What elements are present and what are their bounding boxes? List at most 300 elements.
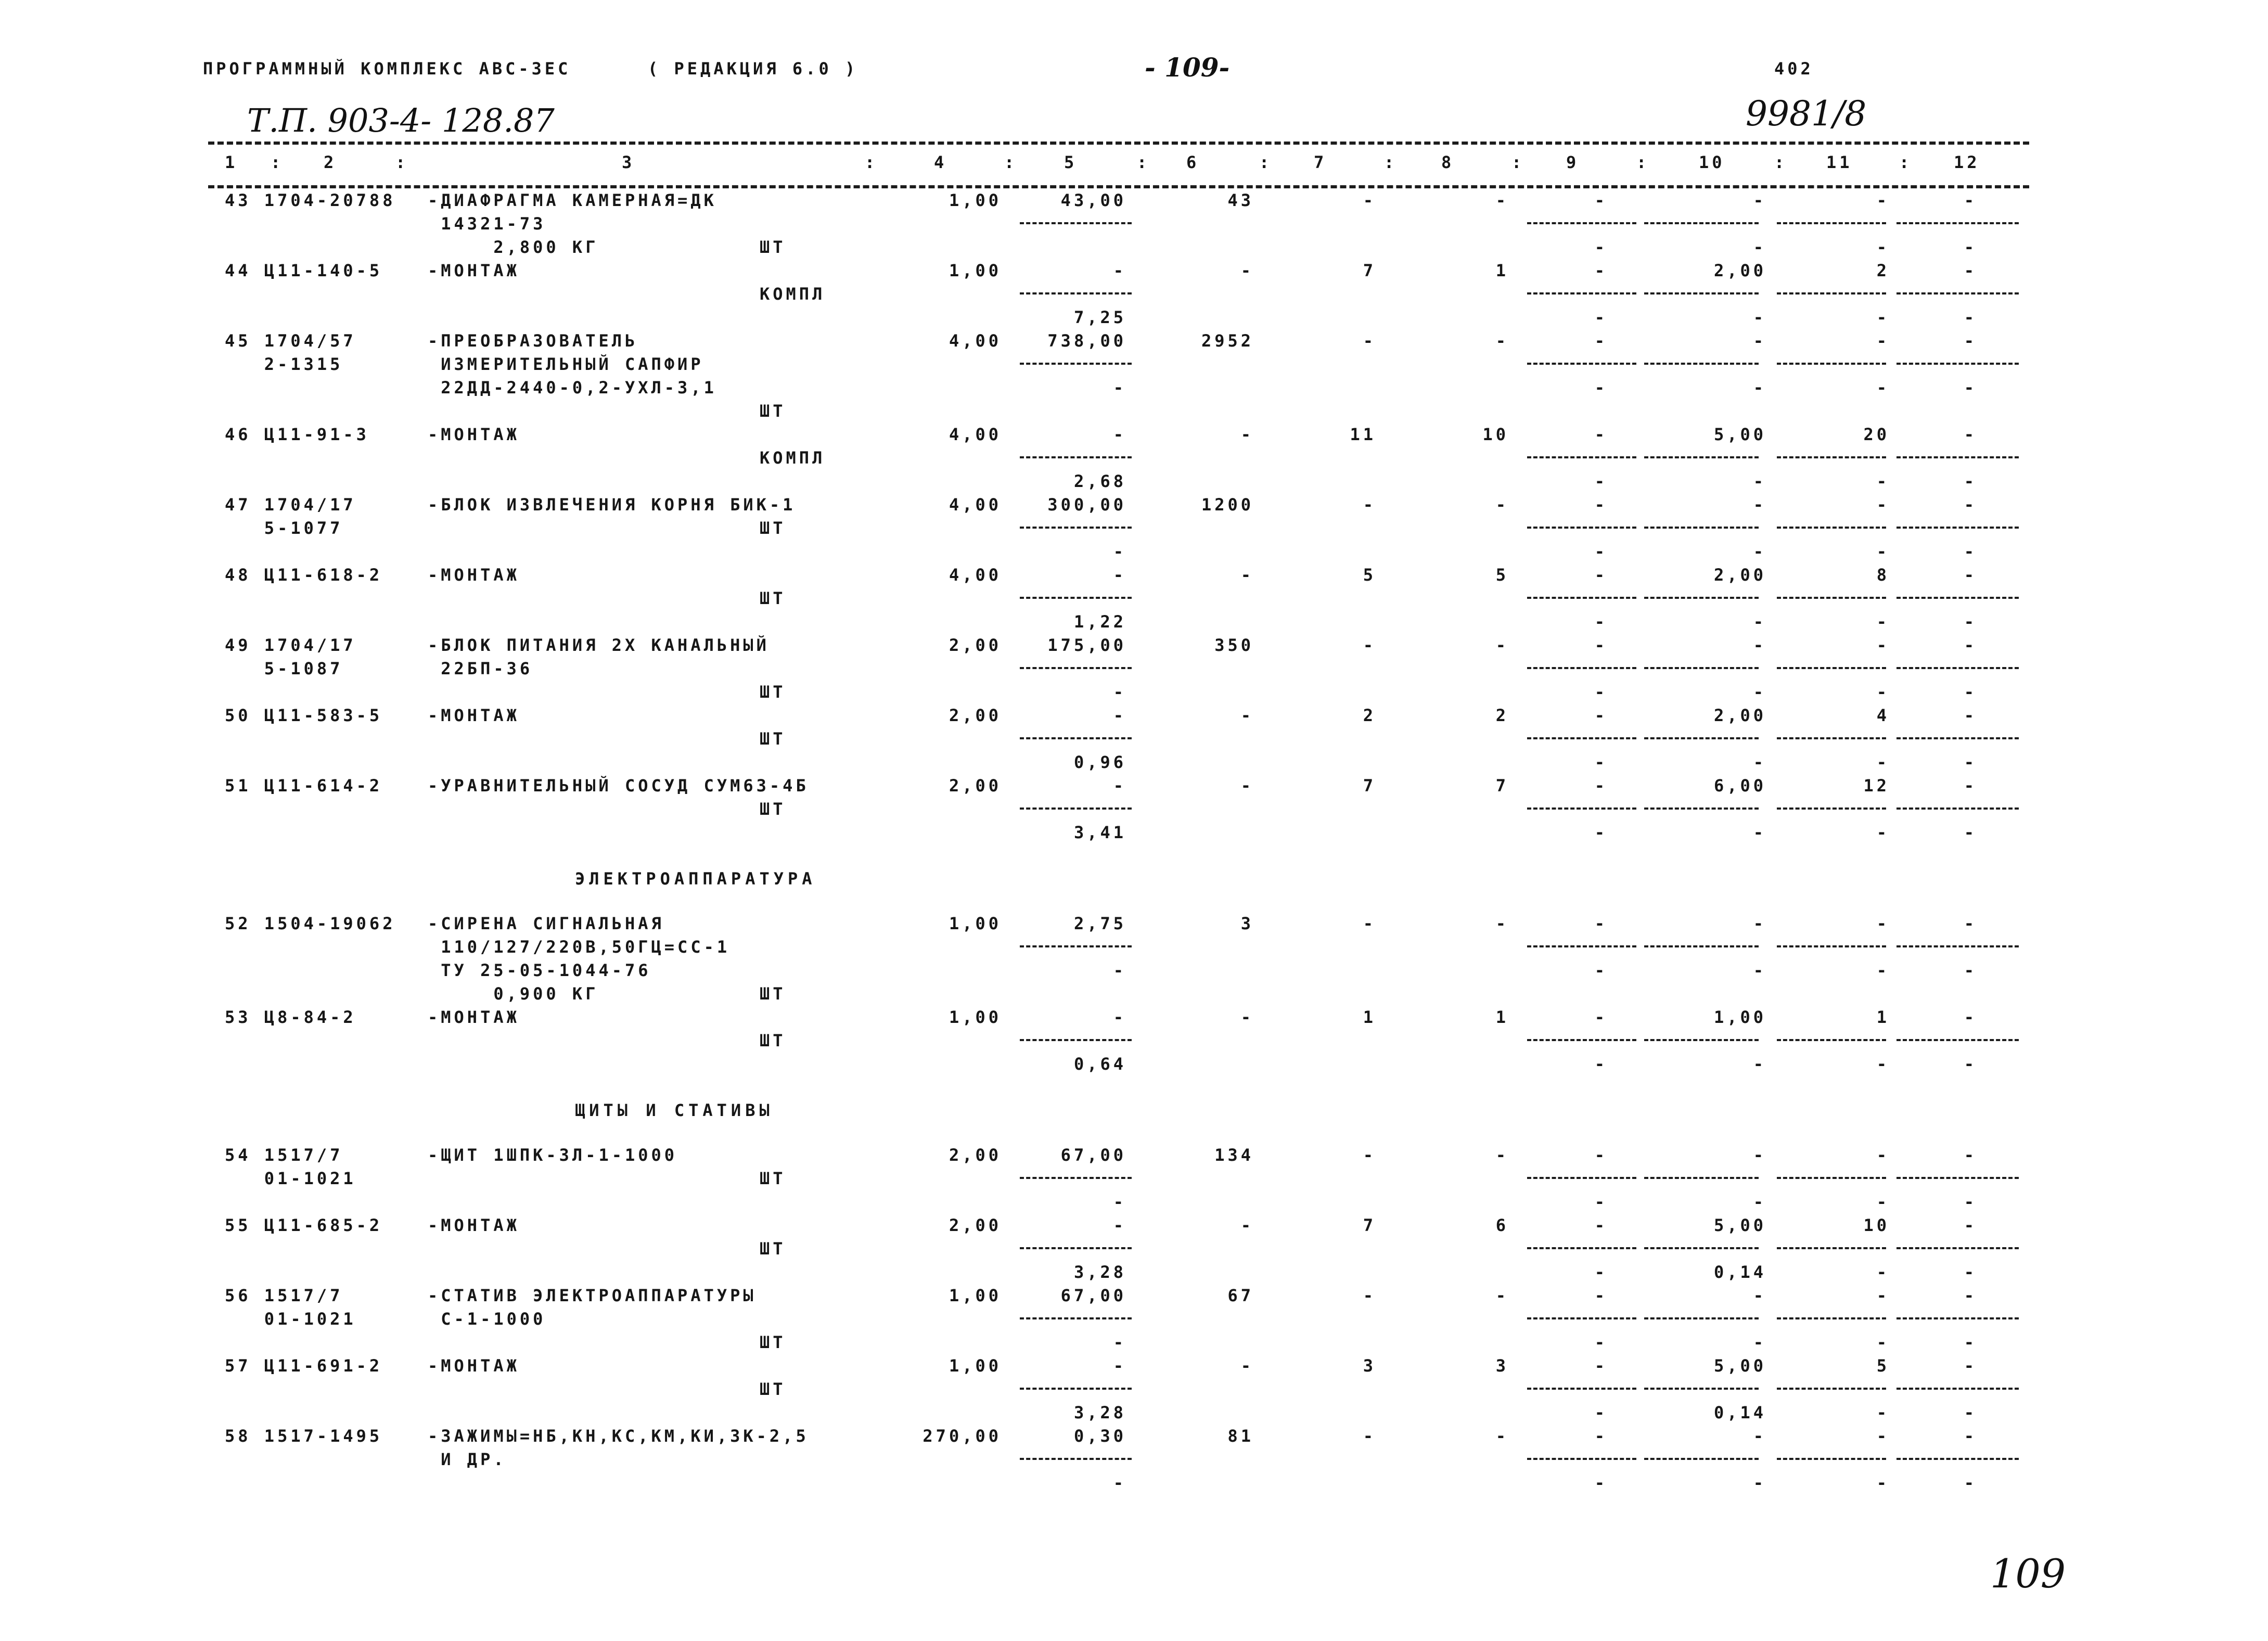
- cell-c10: 5,00: [1713, 425, 1766, 444]
- cell-c8: -: [1495, 495, 1509, 515]
- column-separator: :: [271, 152, 284, 172]
- cell-c11: 4: [1876, 706, 1890, 725]
- cell-c5: 1,22: [1073, 612, 1126, 632]
- cell-c3: 110/127/220В,50ГЦ=СС-1: [428, 937, 731, 957]
- subtotal-dash-line: [1777, 527, 1886, 529]
- cell-c11: 8: [1876, 565, 1890, 585]
- subtotal-dash-line: [1020, 807, 1132, 810]
- subtotal-dash-line: [1644, 292, 1759, 294]
- cell-c12: -: [1964, 1145, 1977, 1165]
- subtotal-dash-line: [1897, 807, 2019, 810]
- cell-c3: 2,800 КГ: [428, 237, 599, 257]
- subtotal-dash-line: [1777, 597, 1886, 599]
- cell-c5: 3,41: [1073, 823, 1126, 842]
- cell-c4: 1,00: [949, 261, 1002, 280]
- subtotal-dash-line: [1777, 1247, 1886, 1249]
- subtotal-dash-line: [1777, 1039, 1886, 1041]
- cell-c10: -: [1753, 542, 1766, 561]
- cell-unit: ШТ: [760, 518, 786, 538]
- cell-unit: ШТ: [760, 1332, 786, 1352]
- cell-unit: ШТ: [760, 799, 786, 819]
- subtotal-dash-line: [1020, 945, 1132, 947]
- column-header: 1: [225, 152, 238, 172]
- column-header: 3: [622, 152, 635, 172]
- cell-c11: -: [1876, 495, 1890, 515]
- cell-c3: -МОНТАЖ: [428, 261, 520, 280]
- subtotal-dash-line: [1644, 1247, 1759, 1249]
- cell-c1: 57 Ц11-691-2: [225, 1356, 383, 1376]
- cell-unit: ШТ: [760, 401, 786, 421]
- cell-unit: ШТ: [760, 1379, 786, 1399]
- cell-c10: -: [1753, 1054, 1766, 1074]
- subtotal-dash-line: [1644, 945, 1759, 947]
- cell-c10: 5,00: [1713, 1215, 1766, 1235]
- subtotal-dash-line: [1644, 1177, 1759, 1179]
- cell-c5: 3,28: [1073, 1262, 1126, 1282]
- subtotal-dash-line: [1020, 456, 1132, 458]
- cell-c4: 2,00: [949, 776, 1002, 796]
- cell-c4: 2,00: [949, 635, 1002, 655]
- cell-c6: -: [1240, 425, 1254, 444]
- cell-c12: -: [1964, 1426, 1977, 1446]
- cell-c9: -: [1594, 237, 1608, 257]
- cell-c10: -: [1753, 1145, 1766, 1165]
- cell-unit: ШТ: [760, 1031, 786, 1050]
- subtotal-dash-line: [1020, 222, 1132, 224]
- subtotal-dash-line: [1897, 1177, 2019, 1179]
- cell-c10: -: [1753, 752, 1766, 772]
- cell-c8: -: [1495, 1145, 1509, 1165]
- cell-c3: -ПРЕОБРАЗОВАТЕЛЬ: [428, 331, 638, 351]
- subtotal-dash-line: [1777, 667, 1886, 669]
- cell-c12: -: [1964, 776, 1977, 796]
- cell-c3: 0,900 КГ: [428, 984, 599, 1004]
- cell-unit: ШТ: [760, 237, 786, 257]
- cell-c9: -: [1594, 261, 1608, 280]
- cell-c5: -: [1113, 1192, 1126, 1212]
- subtotal-dash-line: [1777, 1388, 1886, 1390]
- cell-c6: 43: [1227, 190, 1254, 210]
- subtotal-dash-line: [1527, 292, 1636, 294]
- cell-c5: 3,28: [1073, 1403, 1126, 1422]
- cell-c3: 22БП-36: [428, 659, 533, 678]
- cell-c11: 12: [1863, 776, 1890, 796]
- column-header-row: [0, 152, 2268, 173]
- cell-c10: -: [1753, 1286, 1766, 1305]
- cell-c8: -: [1495, 1426, 1509, 1446]
- cell-c12: -: [1964, 960, 1977, 980]
- cell-c9: -: [1594, 1145, 1608, 1165]
- subtotal-dash-line: [1527, 1177, 1636, 1179]
- cell-c9: -: [1594, 307, 1608, 327]
- column-separator: :: [1384, 152, 1398, 172]
- subtotal-dash-line: [1777, 737, 1886, 739]
- cell-c3: -БЛОК ИЗВЛЕЧЕНИЯ КОРНЯ БИК-1: [428, 495, 796, 515]
- cell-c6: 3: [1240, 914, 1254, 933]
- cell-c11: -: [1876, 542, 1890, 561]
- cell-c7: 3: [1363, 1356, 1376, 1376]
- cell-c12: -: [1964, 1007, 1977, 1027]
- cell-c8: -: [1495, 1286, 1509, 1305]
- subtotal-dash-line: [1527, 597, 1636, 599]
- cell-c8: 2: [1495, 706, 1509, 725]
- cell-c10: -: [1753, 1192, 1766, 1212]
- cell-c10: 0,14: [1713, 1262, 1766, 1282]
- cell-c11: -: [1876, 1262, 1890, 1282]
- cell-c9: -: [1594, 425, 1608, 444]
- cell-c11: -: [1876, 1145, 1890, 1165]
- cell-c12: -: [1964, 542, 1977, 561]
- cell-c10: 5,00: [1713, 1356, 1766, 1376]
- cell-c7: -: [1363, 331, 1376, 351]
- cell-c5: 67,00: [1060, 1286, 1126, 1305]
- subtotal-dash-line: [1020, 527, 1132, 529]
- column-separator: :: [1511, 152, 1525, 172]
- cell-c8: 7: [1495, 776, 1509, 796]
- cell-c11: -: [1876, 682, 1890, 702]
- subtotal-dash-line: [1777, 807, 1886, 810]
- header-bottom-rule: [208, 185, 2029, 188]
- cell-c9: -: [1594, 565, 1608, 585]
- subtotal-dash-line: [1644, 1317, 1759, 1319]
- cell-c1: 54 1517/7: [225, 1145, 343, 1165]
- subtotal-dash-line: [1527, 945, 1636, 947]
- subtotal-dash-line: [1527, 363, 1636, 365]
- cell-c5: -: [1113, 960, 1126, 980]
- cell-c1: 01-1021: [225, 1169, 356, 1188]
- cell-c1: 45 1704/57: [225, 331, 356, 351]
- cell-c10: -: [1753, 331, 1766, 351]
- subtotal-dash-line: [1777, 1177, 1886, 1179]
- cell-c3: -МОНТАЖ: [428, 425, 520, 444]
- cell-c9: -: [1594, 495, 1608, 515]
- cell-c9: -: [1594, 706, 1608, 725]
- cell-c6: 81: [1227, 1426, 1254, 1446]
- cell-c3: -СТАТИВ ЭЛЕКТРОАППАРАТУРЫ: [428, 1286, 757, 1305]
- cell-c11: -: [1876, 1473, 1890, 1493]
- cell-c1: 52 1504-19062: [225, 914, 396, 933]
- cell-c10: 2,00: [1713, 261, 1766, 280]
- cell-c9: -: [1594, 331, 1608, 351]
- cell-c11: 2: [1876, 261, 1890, 280]
- cell-c3: ИЗМЕРИТЕЛЬНЫЙ САПФИР: [428, 354, 704, 374]
- cell-c10: 6,00: [1713, 776, 1766, 796]
- cell-c12: -: [1964, 1215, 1977, 1235]
- cell-c1: 55 Ц11-685-2: [225, 1215, 383, 1235]
- cell-unit: КОМПЛ: [760, 284, 826, 304]
- subtotal-dash-line: [1020, 1458, 1132, 1460]
- cell-c1: 47 1704/17: [225, 495, 356, 515]
- cell-c9: -: [1594, 1403, 1608, 1422]
- cell-c5: 67,00: [1060, 1145, 1126, 1165]
- subtotal-dash-line: [1020, 363, 1132, 365]
- cell-c3: -ЩИТ 1ШПК-3Л-1-1000: [428, 1145, 678, 1165]
- subtotal-dash-line: [1527, 667, 1636, 669]
- program-title: ПРОГРАММНЫЙ КОМПЛЕКС АВС-3ЕС: [203, 59, 571, 79]
- cell-c7: -: [1363, 1145, 1376, 1165]
- cell-c6: -: [1240, 261, 1254, 280]
- subtotal-dash-line: [1644, 1388, 1759, 1390]
- cell-c12: -: [1964, 307, 1977, 327]
- cell-c11: 10: [1863, 1215, 1890, 1235]
- cell-c8: -: [1495, 635, 1509, 655]
- cell-c5: -: [1113, 706, 1126, 725]
- cell-c4: 1,00: [949, 914, 1002, 933]
- column-header: 4: [934, 152, 947, 172]
- cell-c11: -: [1876, 914, 1890, 933]
- cell-c10: 1,00: [1713, 1007, 1766, 1027]
- cell-c10: -: [1753, 635, 1766, 655]
- cell-c9: -: [1594, 635, 1608, 655]
- cell-c5: -: [1113, 261, 1126, 280]
- subtotal-dash-line: [1777, 945, 1886, 947]
- cell-c9: -: [1594, 960, 1608, 980]
- cell-c9: -: [1594, 752, 1608, 772]
- cell-c3: -МОНТАЖ: [428, 1007, 520, 1027]
- cell-c10: -: [1753, 378, 1766, 398]
- cell-c10: -: [1753, 682, 1766, 702]
- cell-c6: -: [1240, 706, 1254, 725]
- subtotal-dash-line: [1527, 1388, 1636, 1390]
- column-header: 6: [1186, 152, 1200, 172]
- cell-c5: 738,00: [1047, 331, 1126, 351]
- cell-c6: -: [1240, 1356, 1254, 1376]
- cell-c7: 11: [1350, 425, 1376, 444]
- cell-c12: -: [1964, 331, 1977, 351]
- subtotal-dash-line: [1527, 527, 1636, 529]
- subtotal-dash-line: [1644, 737, 1759, 739]
- cell-c5: 300,00: [1047, 495, 1126, 515]
- cell-c5: -: [1113, 776, 1126, 796]
- cell-unit: ШТ: [760, 984, 786, 1004]
- subtotal-dash-line: [1644, 1039, 1759, 1041]
- cell-c1: 48 Ц11-618-2: [225, 565, 383, 585]
- cell-c8: 10: [1482, 425, 1509, 444]
- cell-c8: -: [1495, 190, 1509, 210]
- cell-c1: 43 1704-20788: [225, 190, 396, 210]
- cell-c12: -: [1964, 706, 1977, 725]
- cell-c5: 43,00: [1060, 190, 1126, 210]
- cell-c9: -: [1594, 1332, 1608, 1352]
- subtotal-dash-line: [1527, 1039, 1636, 1041]
- cell-c5: -: [1113, 542, 1126, 561]
- cell-c9: -: [1594, 378, 1608, 398]
- subtotal-dash-line: [1527, 222, 1636, 224]
- cell-c9: -: [1594, 1007, 1608, 1027]
- cell-c3: -МОНТАЖ: [428, 706, 520, 725]
- cell-c3: -МОНТАЖ: [428, 565, 520, 585]
- cell-c8: -: [1495, 331, 1509, 351]
- cell-c12: -: [1964, 823, 1977, 842]
- column-header: 9: [1566, 152, 1580, 172]
- cell-c6: 350: [1214, 635, 1254, 655]
- cell-c11: -: [1876, 823, 1890, 842]
- cell-c5: -: [1113, 1332, 1126, 1352]
- cell-c5: -: [1113, 1473, 1126, 1493]
- cell-c4: 4,00: [949, 331, 1002, 351]
- cell-unit: ШТ: [760, 682, 786, 702]
- subtotal-dash-line: [1020, 737, 1132, 739]
- cell-c7: -: [1363, 1286, 1376, 1305]
- cell-c4: 2,00: [949, 706, 1002, 725]
- subtotal-dash-line: [1527, 737, 1636, 739]
- cell-c3: И ДР.: [428, 1450, 507, 1469]
- subtotal-dash-line: [1020, 1247, 1132, 1249]
- cell-c12: -: [1964, 1054, 1977, 1074]
- cell-c12: -: [1964, 682, 1977, 702]
- cell-c12: -: [1964, 425, 1977, 444]
- cell-c10: -: [1753, 237, 1766, 257]
- cell-c10: -: [1753, 495, 1766, 515]
- column-separator: :: [395, 152, 409, 172]
- subtotal-dash-line: [1644, 363, 1759, 365]
- edition-label: ( РЕДАКЦИЯ 6.0 ): [648, 59, 858, 79]
- cell-c11: -: [1876, 378, 1890, 398]
- cell-c3: -ЗАЖИМЫ=НБ,КН,КС,КМ,КИ,ЗК-2,5: [428, 1426, 809, 1446]
- cell-c7: -: [1363, 1426, 1376, 1446]
- subtotal-dash-line: [1527, 1458, 1636, 1460]
- cell-c12: -: [1964, 190, 1977, 210]
- subtotal-dash-line: [1527, 1317, 1636, 1319]
- cell-c9: -: [1594, 1473, 1608, 1493]
- cell-c9: -: [1594, 914, 1608, 933]
- cell-c10: -: [1753, 1426, 1766, 1446]
- cell-c5: -: [1113, 682, 1126, 702]
- column-header: 8: [1441, 152, 1455, 172]
- cell-c1: 5-1087: [225, 659, 343, 678]
- cell-c5: -: [1113, 378, 1126, 398]
- column-separator: :: [865, 152, 878, 172]
- header-top-rule: [208, 142, 2029, 145]
- cell-c6: -: [1240, 565, 1254, 585]
- cell-c12: -: [1964, 1356, 1977, 1376]
- subtotal-dash-line: [1020, 1177, 1132, 1179]
- cell-c4: 4,00: [949, 495, 1002, 515]
- cell-c10: -: [1753, 914, 1766, 933]
- cell-c8: 1: [1495, 261, 1509, 280]
- cell-c10: 0,14: [1713, 1403, 1766, 1422]
- cell-c1: 46 Ц11-91-3: [225, 425, 369, 444]
- document-number: 9981/8: [1746, 94, 1867, 134]
- cell-c11: -: [1876, 1403, 1890, 1422]
- cell-c12: -: [1964, 612, 1977, 632]
- cell-c4: 270,00: [922, 1426, 1002, 1446]
- subtotal-dash-line: [1777, 222, 1886, 224]
- cell-unit: ШТ: [760, 1239, 786, 1259]
- cell-c1: 51 Ц11-614-2: [225, 776, 383, 796]
- cell-c10: -: [1753, 1473, 1766, 1493]
- cell-c11: -: [1876, 960, 1890, 980]
- cell-c1: 53 Ц8-84-2: [225, 1007, 356, 1027]
- cell-c12: -: [1964, 471, 1977, 491]
- cell-unit: ШТ: [760, 729, 786, 749]
- cell-c1: 56 1517/7: [225, 1286, 343, 1305]
- footer-page-number: 109: [1990, 1550, 2066, 1597]
- subtotal-dash-line: [1644, 222, 1759, 224]
- cell-c3: -БЛОК ПИТАНИЯ 2Х КАНАЛЬНЫЙ: [428, 635, 770, 655]
- cell-c9: -: [1594, 823, 1608, 842]
- cell-c11: -: [1876, 237, 1890, 257]
- cell-c12: -: [1964, 752, 1977, 772]
- project-number: Т.П. 903-4- 128.87: [247, 101, 555, 139]
- cell-c10: -: [1753, 960, 1766, 980]
- cell-c12: -: [1964, 261, 1977, 280]
- cell-c5: -: [1113, 425, 1126, 444]
- cell-c12: -: [1964, 1473, 1977, 1493]
- cell-c9: -: [1594, 471, 1608, 491]
- subtotal-dash-line: [1897, 667, 2019, 669]
- subtotal-dash-line: [1897, 1388, 2019, 1390]
- cell-c9: -: [1594, 542, 1608, 561]
- cell-c9: -: [1594, 1054, 1608, 1074]
- cell-c9: -: [1594, 1356, 1608, 1376]
- cell-c1: 50 Ц11-583-5: [225, 706, 383, 725]
- cell-c12: -: [1964, 1286, 1977, 1305]
- cell-c4: 1,00: [949, 190, 1002, 210]
- subtotal-dash-line: [1897, 945, 2019, 947]
- subtotal-dash-line: [1020, 597, 1132, 599]
- cell-c9: -: [1594, 1262, 1608, 1282]
- subtotal-dash-line: [1020, 292, 1132, 294]
- cell-c10: -: [1753, 190, 1766, 210]
- cell-c10: -: [1753, 823, 1766, 842]
- cell-c7: -: [1363, 635, 1376, 655]
- column-separator: :: [1774, 152, 1788, 172]
- subtotal-dash-line: [1897, 222, 2019, 224]
- cell-c7: -: [1363, 495, 1376, 515]
- cell-c5: 2,75: [1073, 914, 1126, 933]
- column-separator: :: [1004, 152, 1018, 172]
- cell-c8: 3: [1495, 1356, 1509, 1376]
- cell-c1: 01-1021: [225, 1309, 356, 1329]
- cell-c3: -МОНТАЖ: [428, 1215, 520, 1235]
- cell-c10: 2,00: [1713, 565, 1766, 585]
- subtotal-dash-line: [1897, 1317, 2019, 1319]
- subtotal-dash-line: [1777, 363, 1886, 365]
- subtotal-dash-line: [1777, 1317, 1886, 1319]
- subtotal-dash-line: [1897, 737, 2019, 739]
- subtotal-dash-line: [1777, 456, 1886, 458]
- column-separator: :: [1259, 152, 1273, 172]
- subtotal-dash-line: [1020, 1039, 1132, 1041]
- cell-c9: -: [1594, 190, 1608, 210]
- cell-c11: -: [1876, 471, 1890, 491]
- subtotal-dash-line: [1644, 456, 1759, 458]
- cell-c3: ТУ 25-05-1044-76: [428, 960, 651, 980]
- cell-c3: -УРАВНИТЕЛЬНЫЙ СОСУД СУМ63-4Б: [428, 776, 809, 796]
- cell-c7: -: [1363, 190, 1376, 210]
- cell-c1: 2-1315: [225, 354, 343, 374]
- cell-c11: -: [1876, 331, 1890, 351]
- subtotal-dash-line: [1644, 597, 1759, 599]
- subtotal-dash-line: [1897, 456, 2019, 458]
- cell-c4: 4,00: [949, 425, 1002, 444]
- column-header: 10: [1699, 152, 1725, 172]
- cell-c6: -: [1240, 1215, 1254, 1235]
- section-heading: ЭЛЕКТРОАППАРАТУРА: [575, 869, 816, 889]
- cell-c5: -: [1113, 1356, 1126, 1376]
- cell-c5: -: [1113, 1007, 1126, 1027]
- cell-c11: -: [1876, 752, 1890, 772]
- cell-c11: -: [1876, 1332, 1890, 1352]
- cell-c7: 7: [1363, 261, 1376, 280]
- subtotal-dash-line: [1527, 456, 1636, 458]
- cell-c6: -: [1240, 776, 1254, 796]
- cell-c5: 0,30: [1073, 1426, 1126, 1446]
- cell-c7: -: [1363, 914, 1376, 933]
- cell-c8: 5: [1495, 565, 1509, 585]
- cell-c8: 6: [1495, 1215, 1509, 1235]
